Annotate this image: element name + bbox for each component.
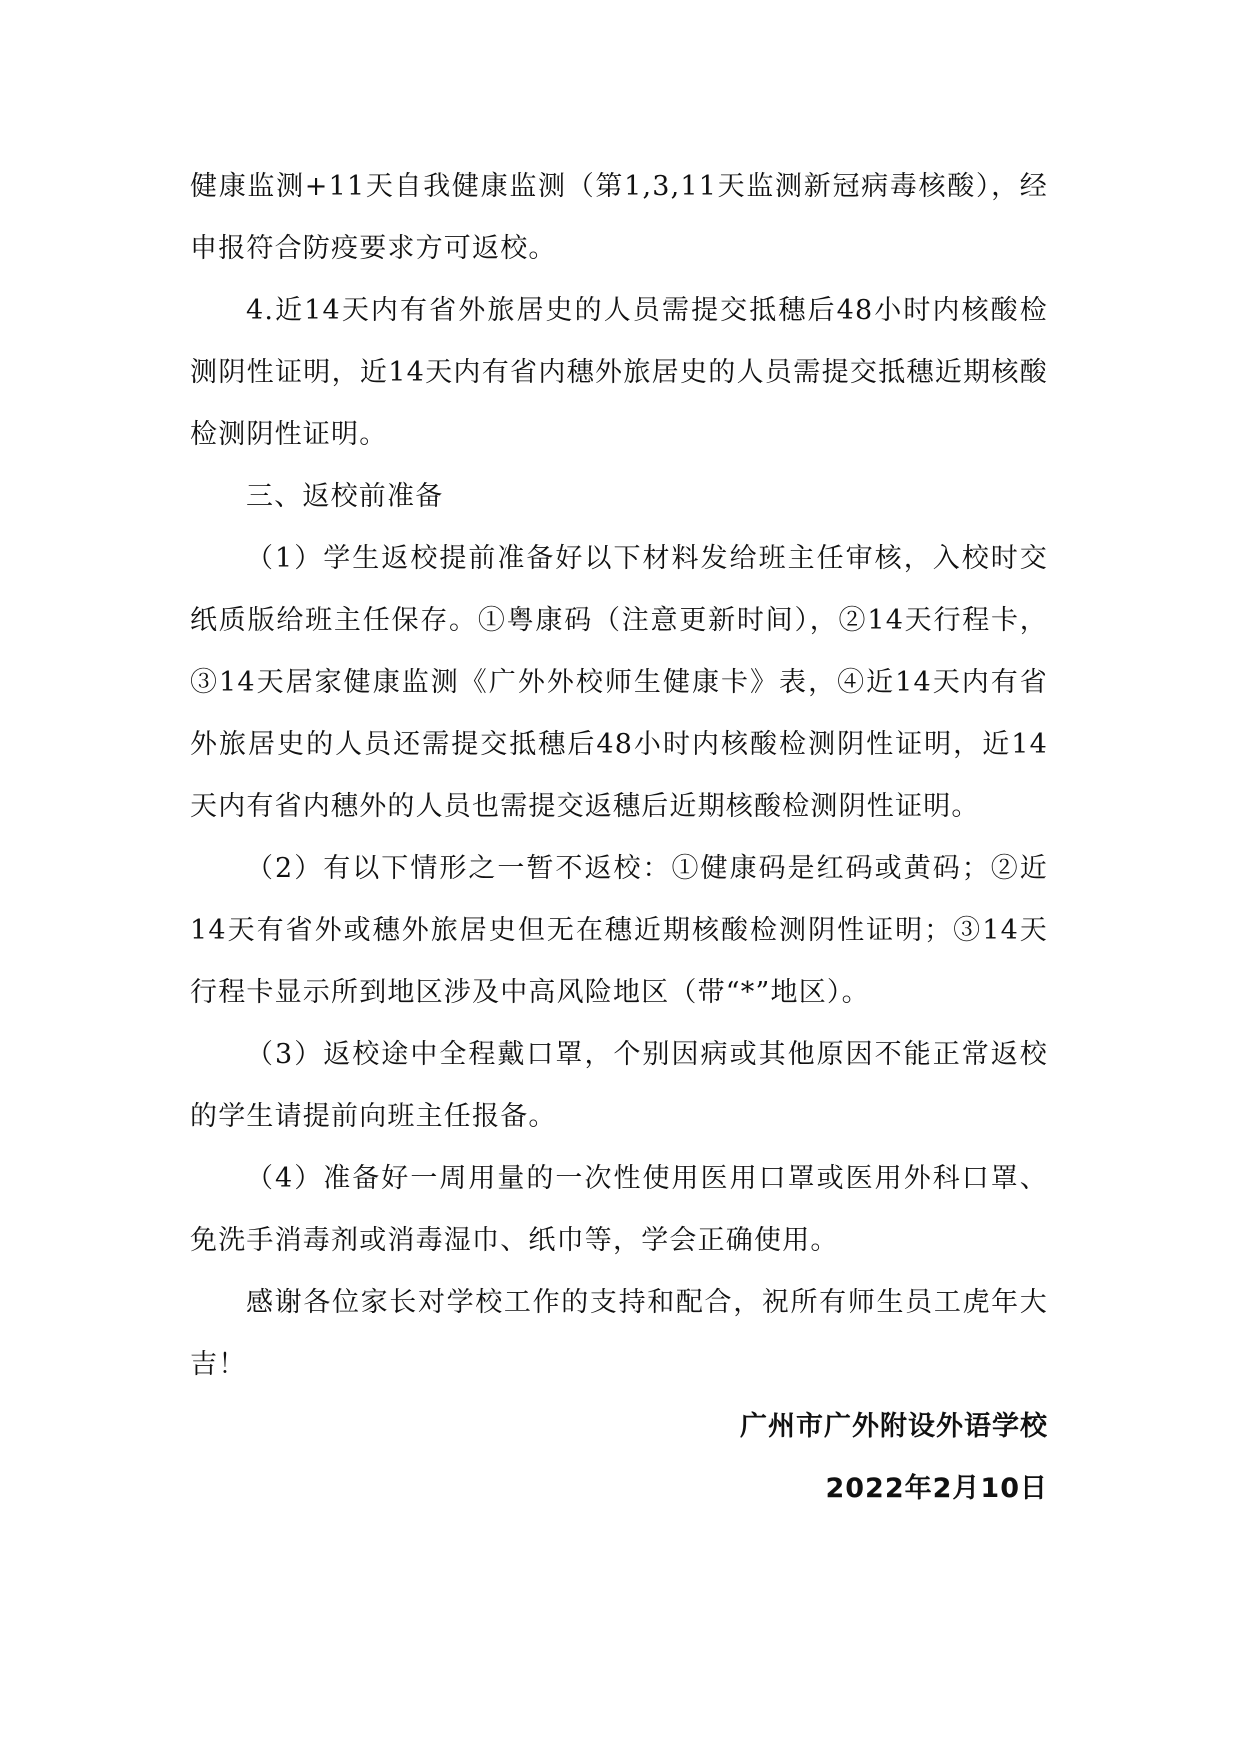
- section-heading-return-preparation: 三、返校前准备: [246, 481, 444, 512]
- paragraph-item-4-travel-history: 4.近14天内有省外旅居史的人员需提交抵穗后48小时内核酸检测阴性证明，近14天内有省内穗外旅居史的人员需提交抵穗近期核酸检测阴性证明。: [190, 295, 1048, 450]
- paragraph-prep-1-materials: （1）学生返校提前准备好以下材料发给班主任审核，入校时交纸质版给班主任保存。①粤康码（注意更新时间），②14天行程卡，③14天居家健康监测《广外外校师生健康卡》表，④近14天内有省外旅居史的人员还需提交抵穗后48小时内核酸检测阴性证明，近14天内有省内穗外的人员也需提交返穗后近期核酸检测阴性证明。: [190, 543, 1048, 822]
- document-page: [190, 156, 1048, 1520]
- paragraph-thanks: 感谢各位家长对学校工作的支持和配合，祝所有师生员工虎年大吉！: [190, 1287, 1048, 1380]
- signature-date: 2022年2月10日: [825, 1473, 1048, 1504]
- paragraph-prep-4-supplies: （4）准备好一周用量的一次性使用医用口罩或医用外科口罩、免洗手消毒剂或消毒湿巾、纸巾等，学会正确使用。: [190, 1163, 1048, 1256]
- paragraph-prep-2-no-return-cases: （2）有以下情形之一暂不返校：①健康码是红码或黄码；②近14天有省外或穗外旅居史但无在穗近期核酸检测阴性证明；③14天行程卡显示所到地区涉及中高风险地区（带“*”地区）。: [190, 853, 1048, 1008]
- signature-organization: 广州市广外附设外语学校: [740, 1411, 1048, 1442]
- paragraph-health-monitoring-continued: 健康监测+11天自我健康监测（第1,3,11天监测新冠病毒核酸），经申报符合防疫要求方可返校。: [190, 171, 1048, 264]
- paragraph-prep-3-masks-on-way: （3）返校途中全程戴口罩，个别因病或其他原因不能正常返校的学生请提前向班主任报备。: [190, 1039, 1048, 1132]
